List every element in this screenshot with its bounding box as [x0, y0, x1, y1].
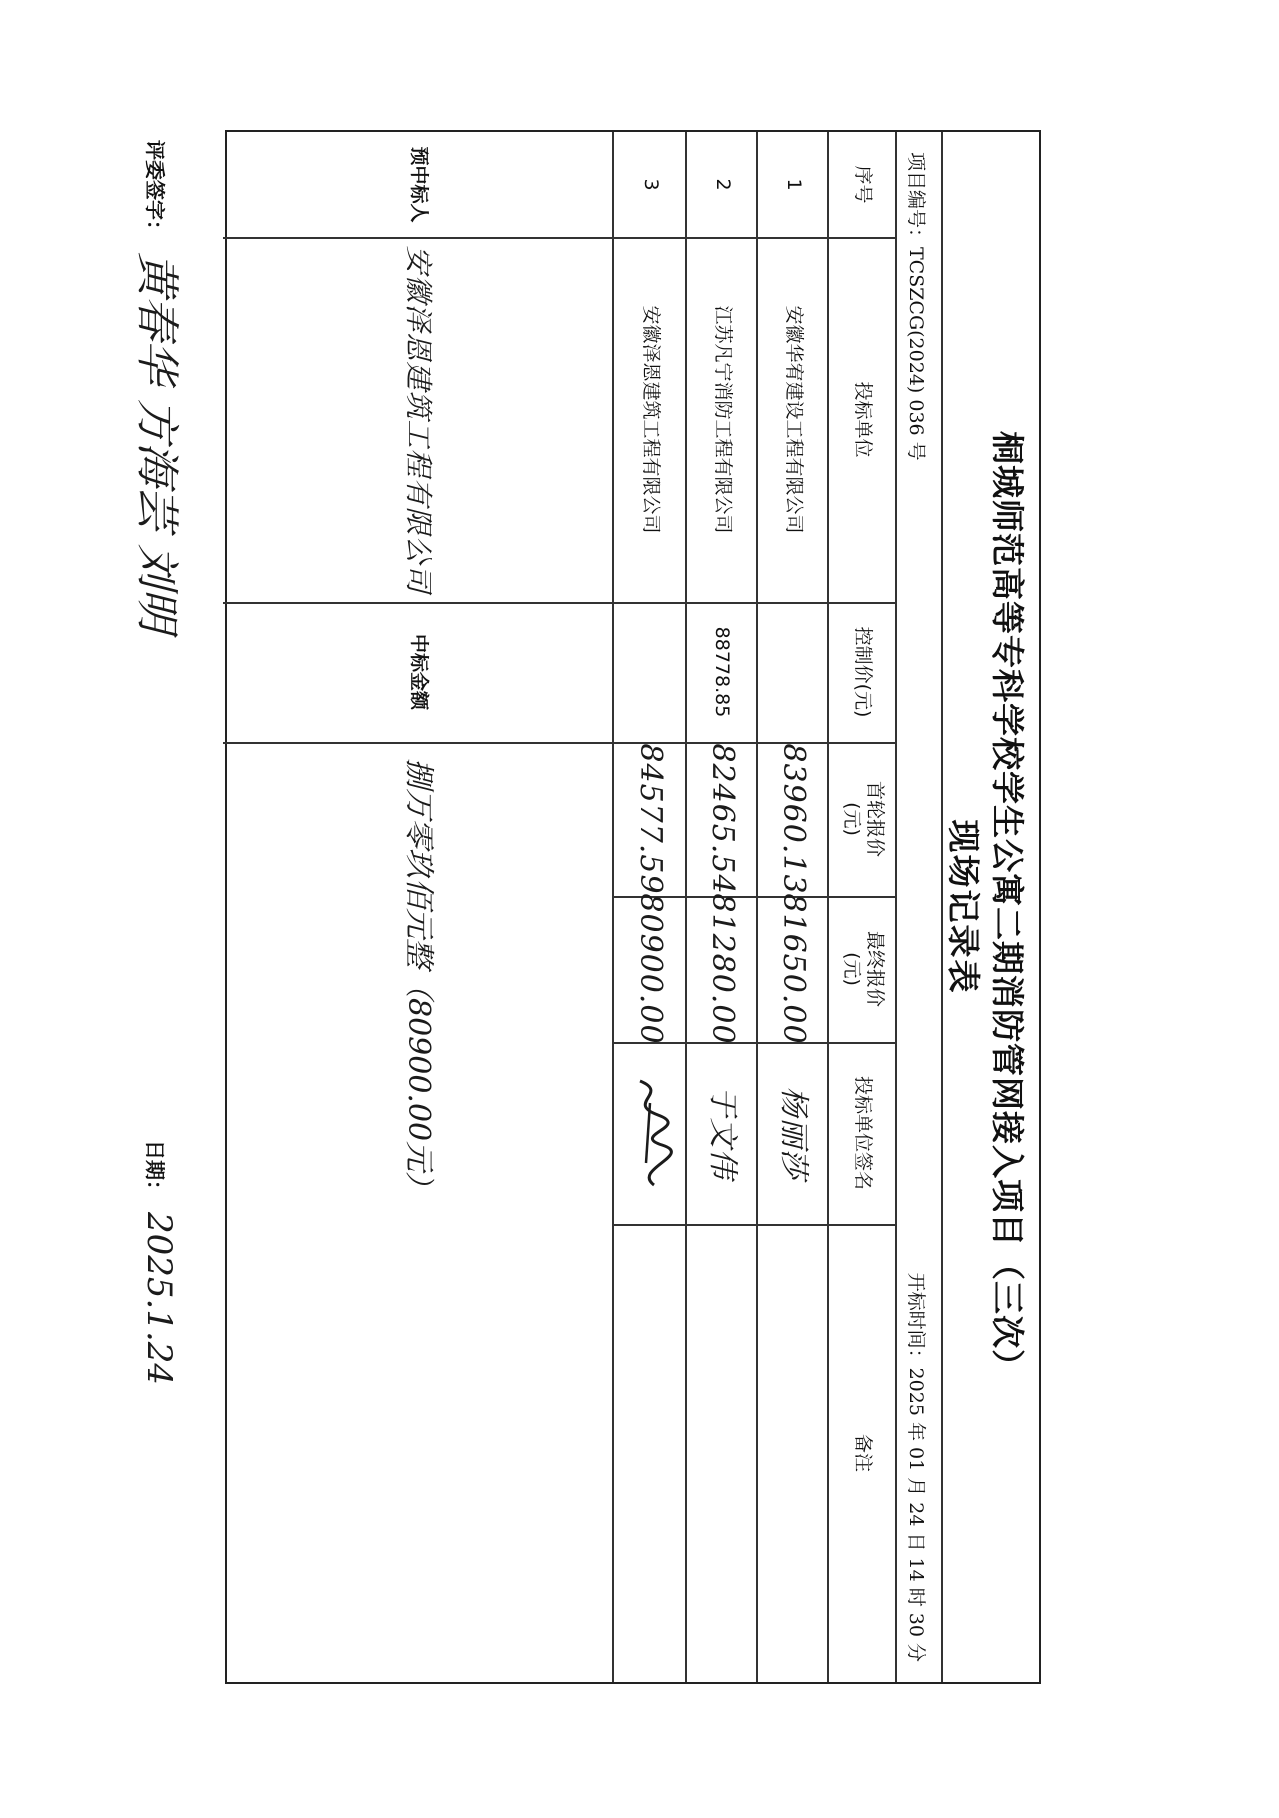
document-title: 桐城师范高等专科学校学生公寓二期消防管网接入项目（三次） — [988, 431, 1027, 1383]
winner-name: 安徽泽恩建筑工程有限公司 — [402, 245, 436, 594]
winner-amount: 捌万零玖佰元整（80900.00元） — [401, 758, 437, 1202]
row-1-bidder: 安徽华宥建设工程有限公司 — [782, 305, 805, 534]
judges-signatures: 黄春华 方海芸 刘明 — [131, 252, 182, 632]
date-label: 日期： — [143, 1140, 167, 1200]
opening-time: 开标时间：2025 年 01 月 24 日 14 时 30 分 — [905, 1272, 927, 1662]
row-1-signature: 杨丽莎 — [776, 1086, 812, 1180]
header-remark: 备注 — [852, 1433, 875, 1472]
row-3-signature — [614, 1042, 687, 1224]
row-3-bidder: 安徽泽恩建筑工程有限公司 — [639, 305, 662, 534]
row-1-no: 1 — [782, 178, 805, 191]
control-price-value: 88778.85 — [710, 626, 733, 718]
date-value: 2025.1.24 — [139, 1212, 179, 1386]
row-2-remark — [687, 1224, 758, 1682]
row-2-signature: 于文伟 — [705, 1086, 741, 1180]
header-no: 序号 — [852, 165, 875, 204]
project-number: 项目编号：TCSZCG(2024) 036 号 — [905, 152, 927, 461]
winner-amount-label: 中标金额 — [407, 633, 430, 710]
record-form — [225, 130, 1041, 1684]
row-1-first-quote: 83960.13 — [776, 743, 812, 895]
header-control-price: 控制价(元) — [852, 626, 875, 718]
header-first-quote: 首轮报价 (元) — [841, 780, 886, 857]
row-3-first-quote: 84577.59 — [633, 743, 669, 895]
row-3-final-quote: 80900.00 — [633, 893, 669, 1045]
row-3-no: 3 — [639, 178, 662, 191]
header-bidder: 投标单位 — [852, 381, 875, 458]
row-3-signature-scribble — [621, 1073, 681, 1193]
winner-label: 预中标人 — [407, 146, 430, 223]
row-3-remark — [614, 1224, 687, 1682]
document-subtitle: 现场记录表 — [944, 819, 983, 995]
row-2-bidder: 江苏凡宁消防工程有限公司 — [711, 305, 734, 534]
row-1-remark — [758, 1224, 829, 1682]
header-final-quote: 最终报价 (元) — [841, 930, 886, 1007]
header-signature: 投标单位签名 — [852, 1075, 875, 1190]
row-2-final-quote: 81280.00 — [705, 893, 741, 1045]
row-2-first-quote: 82465.54 — [705, 743, 741, 895]
row-1-final-quote: 81650.00 — [776, 893, 812, 1045]
row-2-no: 2 — [711, 178, 734, 191]
judges-signature-label: 评委签字： — [143, 140, 167, 240]
